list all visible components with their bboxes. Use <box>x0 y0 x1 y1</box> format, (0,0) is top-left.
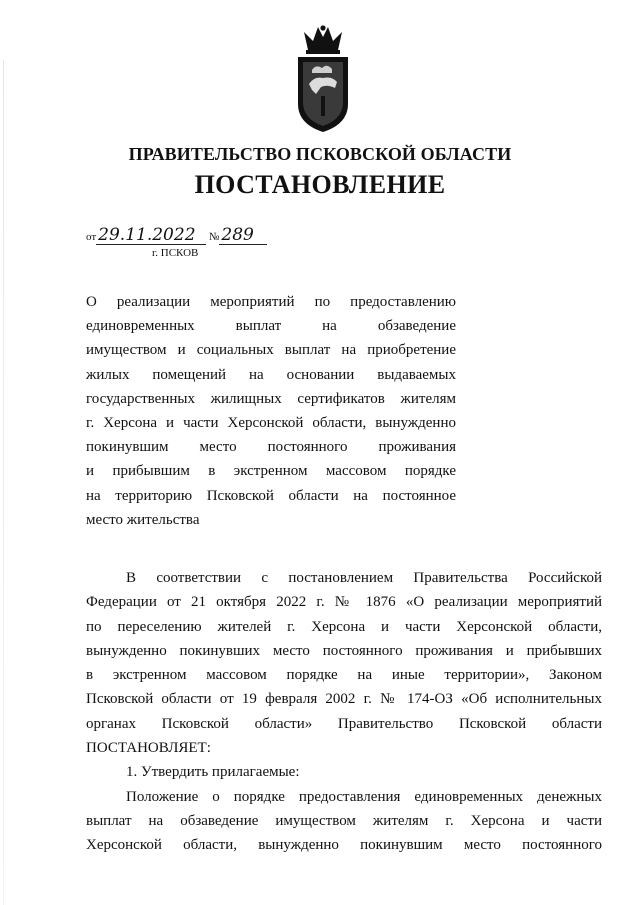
body-line: В соответствии с постановлением Правительства Российской <box>126 570 602 586</box>
number-prefix: № <box>208 231 220 243</box>
date-number-line <box>86 226 267 245</box>
subject-block <box>86 290 456 532</box>
coat-of-arms-icon <box>294 24 352 134</box>
subject-line: жилых помещений на основании выдаваемых <box>86 366 456 383</box>
body-line: выплат на обзаведение имуществом жителям г. Херсона и части <box>86 812 602 829</box>
body-line: Положение о порядке предоставления единовременных денежных <box>126 788 602 805</box>
date-prefix: от <box>86 231 97 243</box>
subject-line: покинувшим место постоянного проживания <box>86 439 456 456</box>
body-line: Псковской области от 19 февраля 2002 г. № 174-ОЗ «Об исполнительных <box>86 691 602 708</box>
subject-line: имуществом и социальных выплат на приобретение <box>86 342 456 359</box>
body-line: Федерации от 21 октября 2022 г. № 1876 «О реализации мероприятий <box>86 594 602 611</box>
subject-line: место жительства <box>86 511 200 528</box>
subject-line: единовременных выплат на обзаведение <box>86 318 456 335</box>
body-line: в экстренном массовом порядке на иные территории», Законом <box>86 667 602 684</box>
body-line: 1. Утвердить прилагаемые: <box>126 764 300 781</box>
body-line: по переселению жителей г. Херсона и части Херсонской области, <box>86 618 602 635</box>
subject-line: г. Херсона и части Херсонской области, вынужденно <box>86 415 456 432</box>
subject-line: на территорию Псковской области на постоянное <box>86 487 456 504</box>
subject-line: и прибывшим в экстренном массовом порядке <box>86 463 456 480</box>
subject-line: государственных жилищных сертификатов жителям <box>86 390 456 407</box>
body-line: ПОСТАНОВЛЯЕТ: <box>86 740 211 757</box>
document-type: ПОСТАНОВЛЕНИЕ <box>194 170 446 199</box>
date-value: 29.11.2022 <box>96 226 206 245</box>
body-line: Херсонской области, вынужденно покинувшим место постоянного <box>86 837 602 854</box>
subject-line: О реализации мероприятий по предоставлению <box>86 294 456 310</box>
city: г. ПСКОВ <box>152 247 199 259</box>
body-line: вынужденно покинувших место постоянного проживания и прибывших <box>86 642 602 659</box>
body-text <box>86 566 602 858</box>
number-value: 289 <box>219 226 267 245</box>
body-line: органах Псковской области» Правительство Псковской области <box>86 715 602 732</box>
organization-name: ПРАВИТЕЛЬСТВО ПСКОВСКОЙ ОБЛАСТИ <box>128 144 512 164</box>
